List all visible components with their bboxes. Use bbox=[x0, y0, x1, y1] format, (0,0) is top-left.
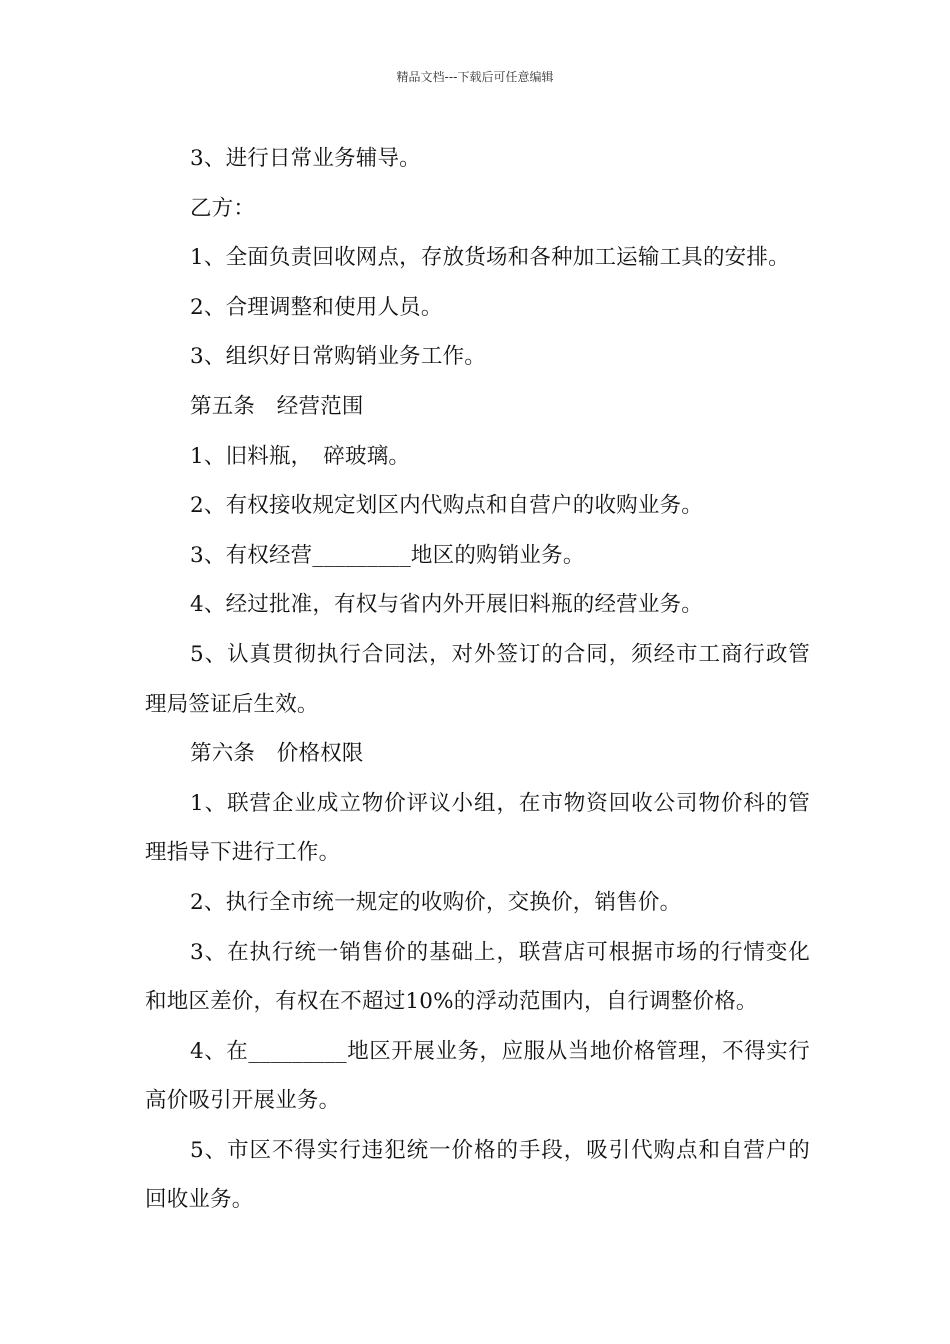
paragraph: 4、在_________地区开展业务，应服从当地价格管理，不得实行高价吸引开展业务。 bbox=[145, 1038, 810, 1114]
section-heading: 第五条 经营范围 bbox=[190, 393, 364, 419]
paragraph: 1、联营企业成立物价评议小组，在市物资回收公司物价科的管理指导下进行工作。 bbox=[145, 790, 810, 866]
paragraph: 3、有权经营_________地区的购销业务。 bbox=[190, 542, 585, 568]
paragraph: 2、执行全市统一规定的收购价，交换价，销售价。 bbox=[190, 889, 682, 915]
document-body bbox=[145, 134, 810, 1225]
paragraph: 乙方： bbox=[190, 195, 256, 221]
paragraph: 3、在执行统一销售价的基础上，联营店可根据市场的行情变化和地区差价，有权在不超过10%的浮动范围内，自行调整价格。 bbox=[145, 939, 810, 1015]
paragraph: 1、旧料瓶， 碎玻璃。 bbox=[190, 443, 411, 469]
paragraph: 3、进行日常业务辅导。 bbox=[190, 146, 421, 171]
paragraph: 2、有权接收规定划区内代购点和自营户的收购业务。 bbox=[190, 493, 703, 519]
section-heading: 第六条 价格权限 bbox=[190, 741, 364, 767]
paragraph: 2、合理调整和使用人员。 bbox=[190, 294, 443, 320]
paragraph: 3、组织好日常购销业务工作。 bbox=[190, 344, 486, 370]
paragraph: 1、全面负责回收网点，存放货场和各种加工运输工具的安排。 bbox=[190, 245, 790, 271]
paragraph: 5、市区不得实行违犯统一价格的手段，吸引代购点和自营户的回收业务。 bbox=[145, 1137, 810, 1213]
page-header: 精品文档---下载后可任意编辑 bbox=[396, 70, 554, 84]
paragraph: 4、经过批准，有权与省内外开展旧料瓶的经营业务。 bbox=[190, 592, 703, 618]
paragraph: 5、认真贯彻执行合同法，对外签订的合同，须经市工商行政管理局签证后生效。 bbox=[145, 641, 810, 717]
